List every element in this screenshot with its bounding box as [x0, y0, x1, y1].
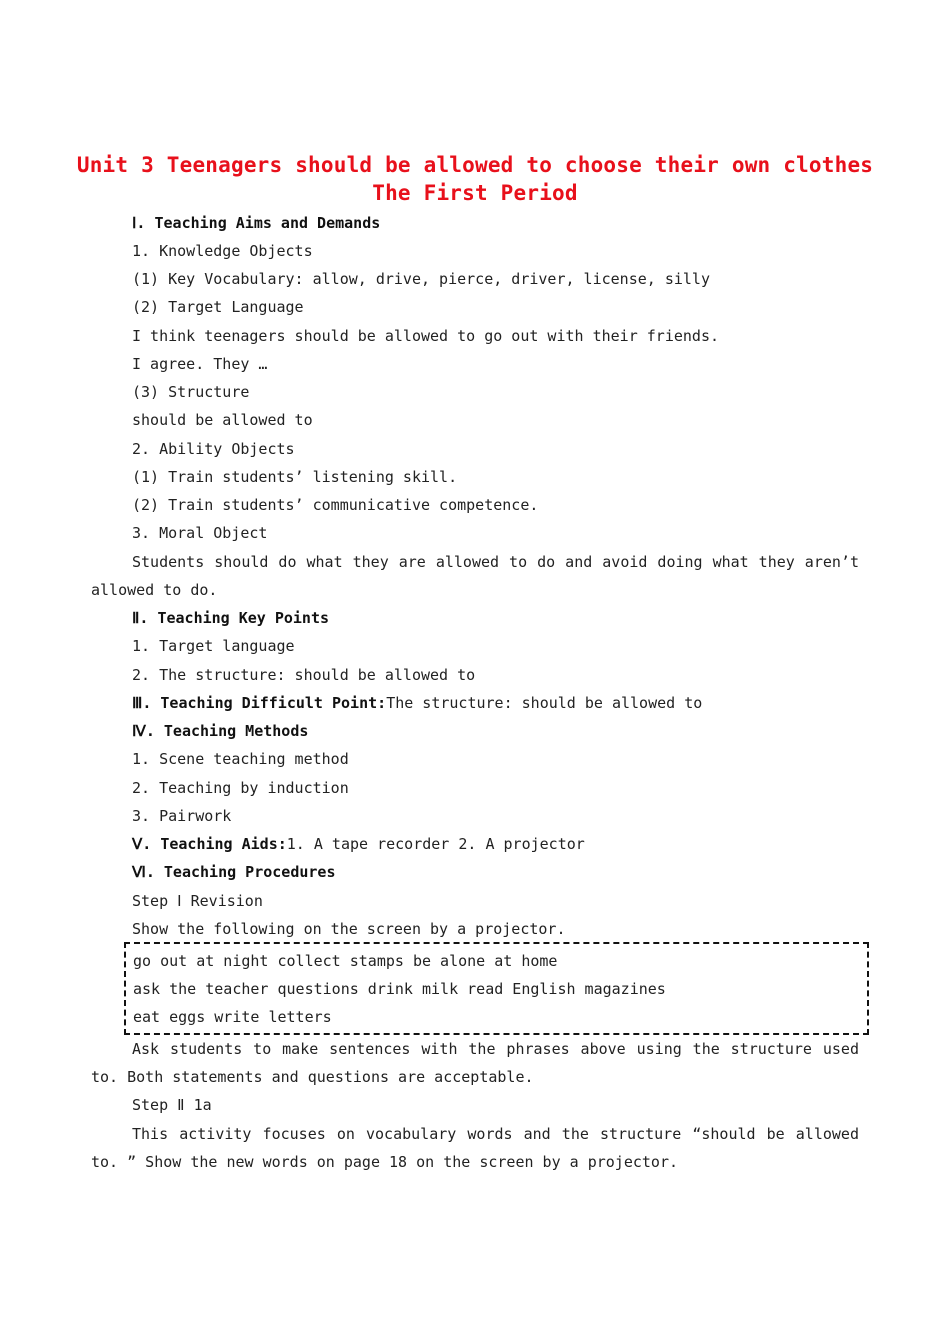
document-title: Unit 3 Teenagers should be allowed to choose their own clothes: [76, 153, 874, 177]
paragraph-line: allowed to do.: [91, 581, 218, 599]
text-line: 3. Moral Object: [132, 524, 268, 542]
document-subtitle: The First Period: [372, 181, 578, 205]
aids-text: 1. A tape recorder 2. A projector: [286, 835, 585, 853]
text-line: 1. Target language: [132, 637, 295, 655]
phrase-line: eat eggs write letters: [133, 1008, 332, 1026]
text-line: 1. Scene teaching method: [132, 750, 349, 768]
step-heading: Step Ⅰ Revision: [132, 892, 263, 910]
section-heading-difficult-point: Ⅲ. Teaching Difficult Point:: [132, 694, 387, 712]
text-line: (1) Train students’ listening skill.: [132, 468, 458, 486]
text-line: I think teenagers should be allowed to go out with their friends.: [132, 327, 719, 345]
phrase-box: [124, 942, 869, 1035]
paragraph-line: This activity focuses on vocabulary words and the structure “should be allowed: [132, 1125, 859, 1143]
section-heading-aids: Ⅴ. Teaching Aids:: [132, 835, 287, 853]
text-line: I agree. They …: [132, 355, 268, 373]
text-line: 2. The structure: should be allowed to: [132, 666, 476, 684]
text-line: (1) Key Vocabulary: allow, drive, pierce, driver, license, silly: [132, 270, 710, 288]
text-line: 2. Teaching by induction: [132, 779, 349, 797]
difficult-point-text: The structure: should be allowed to: [386, 694, 703, 712]
section-heading-key-points: Ⅱ. Teaching Key Points: [132, 609, 330, 627]
text-line: Show the following on the screen by a projector.: [132, 920, 566, 938]
text-line: should be allowed to: [132, 411, 313, 429]
text-line: 1. Knowledge Objects: [132, 242, 313, 260]
paragraph-line: Ask students to make sentences with the phrases above using the structure used: [132, 1040, 859, 1058]
phrase-line: go out at night collect stamps be alone at home: [133, 952, 558, 970]
phrase-line: ask the teacher questions drink milk read English magazines: [133, 980, 666, 998]
text-line: (2) Train students’ communicative competence.: [132, 496, 539, 514]
text-line: (3) Structure: [132, 383, 250, 401]
paragraph-line: Students should do what they are allowed to do and avoid doing what they aren’t: [132, 553, 859, 571]
section-aids: [132, 834, 585, 854]
text-line: 2. Ability Objects: [132, 440, 295, 458]
section-heading-procedures: Ⅵ. Teaching Procedures: [132, 863, 336, 881]
paragraph-line: to. Both statements and questions are acceptable.: [91, 1068, 534, 1086]
text-line: (2) Target Language: [132, 298, 304, 316]
section-heading-methods: Ⅳ. Teaching Methods: [132, 722, 309, 740]
text-line: 3. Pairwork: [132, 807, 232, 825]
paragraph-line: to. ” Show the new words on page 18 on the screen by a projector.: [91, 1153, 678, 1171]
section-difficult-point: [132, 693, 702, 713]
section-heading-aims: Ⅰ. Teaching Aims and Demands: [132, 214, 381, 232]
step-heading: Step Ⅱ 1a: [132, 1096, 212, 1114]
